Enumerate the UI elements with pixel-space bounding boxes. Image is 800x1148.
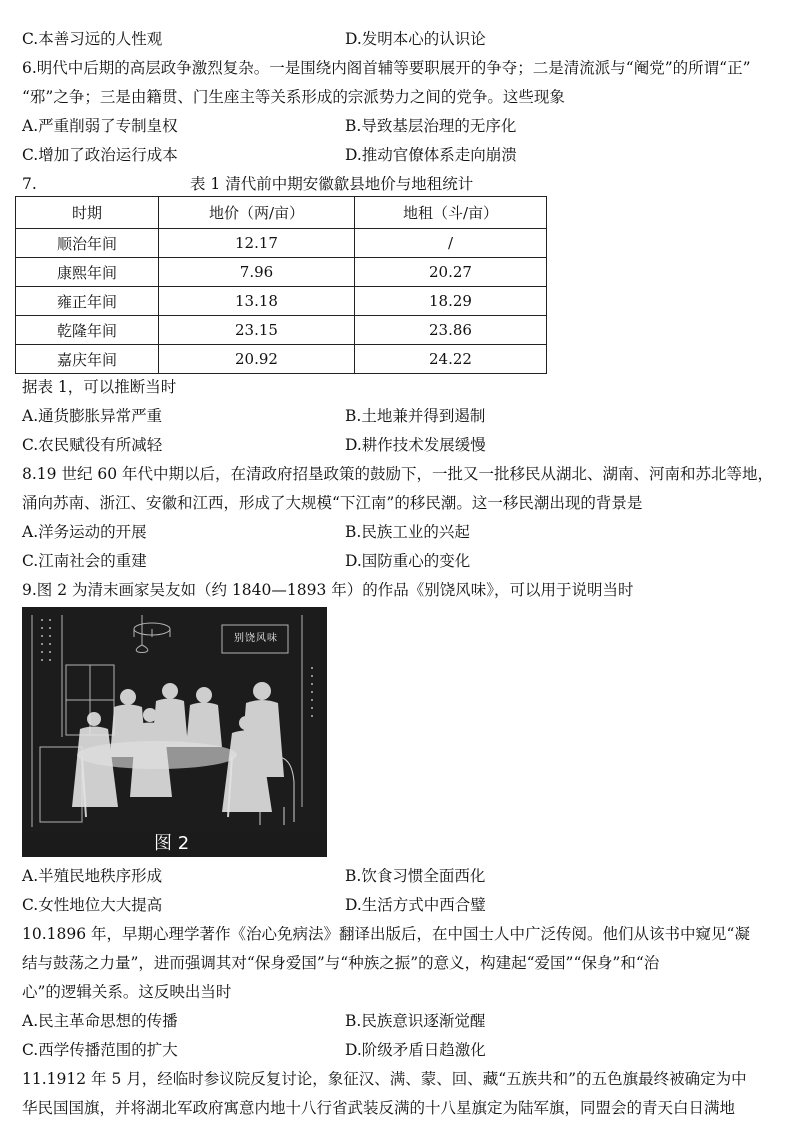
table-cell-price: 23.15 [159, 316, 355, 345]
table-cell-period: 康熙年间 [16, 258, 159, 287]
q10-option-c[interactable]: C.西学传播范围的扩大 [22, 1041, 178, 1059]
q7-option-d[interactable]: D.耕作技术发展缓慢 [345, 436, 486, 454]
q7-table-title: 表 1 清代前中期安徽歙县地价与地租统计 [190, 175, 474, 193]
q7-land-table [15, 196, 547, 374]
table-header-rent: 地租（斗/亩） [355, 197, 547, 229]
table-header-row [16, 197, 547, 229]
q9-option-d[interactable]: D.生活方式中西合璧 [345, 896, 486, 914]
q8-stem-line2: 涌向苏南、浙江、安徽和江西，形成了大规模“下江南”的移民潮。这一移民潮出现的背景是 [22, 494, 643, 512]
q8-option-d[interactable]: D.国防重心的变化 [345, 552, 471, 570]
table-cell-rent: 20.27 [355, 258, 547, 287]
table-cell-price: 13.18 [159, 287, 355, 316]
q8-option-a[interactable]: A.洋务运动的开展 [22, 523, 147, 541]
table-cell-rent: 18.29 [355, 287, 547, 316]
q9-option-b[interactable]: B.饮食习惯全面西化 [345, 867, 486, 885]
table-cell-price: 20.92 [159, 345, 355, 374]
q10-stem-line2: 结与鼓荡之力量”，进而强调其对“保身爱国”与“种族之振”的意义，构建起“爱国”“保身”和“治 [22, 954, 660, 972]
q8-option-b[interactable]: B.民族工业的兴起 [345, 523, 470, 541]
table-cell-rent: 23.86 [355, 316, 547, 345]
painting-illustration [22, 607, 327, 832]
table-cell-period: 乾隆年间 [16, 316, 159, 345]
table-cell-price: 12.17 [159, 229, 355, 258]
q6-stem-line2: “邪”之争；三是由籍贯、门生座主等关系形成的宗派势力之间的党争。这些现象 [22, 88, 565, 106]
table-cell-rent: / [355, 229, 547, 258]
table-header-period: 时期 [16, 197, 159, 229]
painting-title: 别饶风味 [234, 633, 278, 644]
q6-option-d[interactable]: D.推动官僚体系走向崩溃 [345, 146, 517, 164]
figure-2-label: 图 2 [154, 833, 190, 854]
table-row [16, 258, 547, 287]
q7-number: 7. [22, 175, 37, 193]
q5-option-d[interactable]: D.发明本心的认识论 [345, 30, 486, 48]
q8-stem-line1: 8.19 世纪 60 年代中期以后，在清政府招垦政策的鼓励下，一批又一批移民从湖北、湖南、河南和苏北等地， [22, 465, 774, 483]
q11-stem-line2: 华民国国旗，并将湖北军政府寓意内地十八行省武装反满的十八星旗定为陆军旗，同盟会的青天白日满地 [22, 1099, 736, 1117]
q10-option-b[interactable]: B.民族意识逐渐觉醒 [345, 1012, 486, 1030]
q6-option-b[interactable]: B.导致基层治理的无序化 [345, 117, 517, 135]
q7-option-c[interactable]: C.农民赋役有所减轻 [22, 436, 163, 454]
q10-stem-line3: 心”的逻辑关系。这反映出当时 [22, 983, 232, 1001]
q7-stem: 据表 1，可以推断当时 [22, 378, 177, 396]
q9-option-a[interactable]: A.半殖民地秩序形成 [22, 867, 163, 885]
q10-option-a[interactable]: A.民主革命思想的传播 [22, 1012, 178, 1030]
q9-option-c[interactable]: C.女性地位大大提高 [22, 896, 163, 914]
table-row [16, 316, 547, 345]
q7-option-a[interactable]: A.通货膨胀异常严重 [22, 407, 163, 425]
table-row [16, 229, 547, 258]
q11-stem-line1: 11.1912 年 5 月，经临时参议院反复讨论，象征汉、满、蒙、回、藏“五族共和”的五色旗最终被确定为中 [22, 1070, 747, 1088]
q9-stem: 9.图 2 为清末画家吴友如（约 1840—1893 年）的作品《别饶风味》，可以用于说明当时 [22, 581, 634, 599]
table-header-price: 地价（两/亩） [159, 197, 355, 229]
q6-stem-line1: 6.明代中后期的高层政争激烈复杂。一是围绕内阁首辅等要职展开的争夺；二是清流派与“阉党”的所谓“正” [22, 59, 751, 77]
q10-stem-line1: 10.1896 年，早期心理学著作《治心免病法》翻译出版后，在中国士人中广泛传阅。他们从该书中窥见“凝 [22, 925, 750, 943]
q7-option-b[interactable]: B.土地兼并得到遏制 [345, 407, 486, 425]
table-cell-period: 雍正年间 [16, 287, 159, 316]
q5-option-c[interactable]: C.本善习远的人性观 [22, 30, 163, 48]
table-cell-period: 嘉庆年间 [16, 345, 159, 374]
table-cell-period: 顺治年间 [16, 229, 159, 258]
q8-option-c[interactable]: C.江南社会的重建 [22, 552, 147, 570]
figure-2-painting [22, 607, 327, 857]
q6-option-a[interactable]: A.严重削弱了专制皇权 [22, 117, 178, 135]
table-row [16, 287, 547, 316]
table-row [16, 345, 547, 374]
q10-option-d[interactable]: D.阶级矛盾日趋激化 [345, 1041, 486, 1059]
table-cell-price: 7.96 [159, 258, 355, 287]
table-cell-rent: 24.22 [355, 345, 547, 374]
q6-option-c[interactable]: C.增加了政治运行成本 [22, 146, 178, 164]
